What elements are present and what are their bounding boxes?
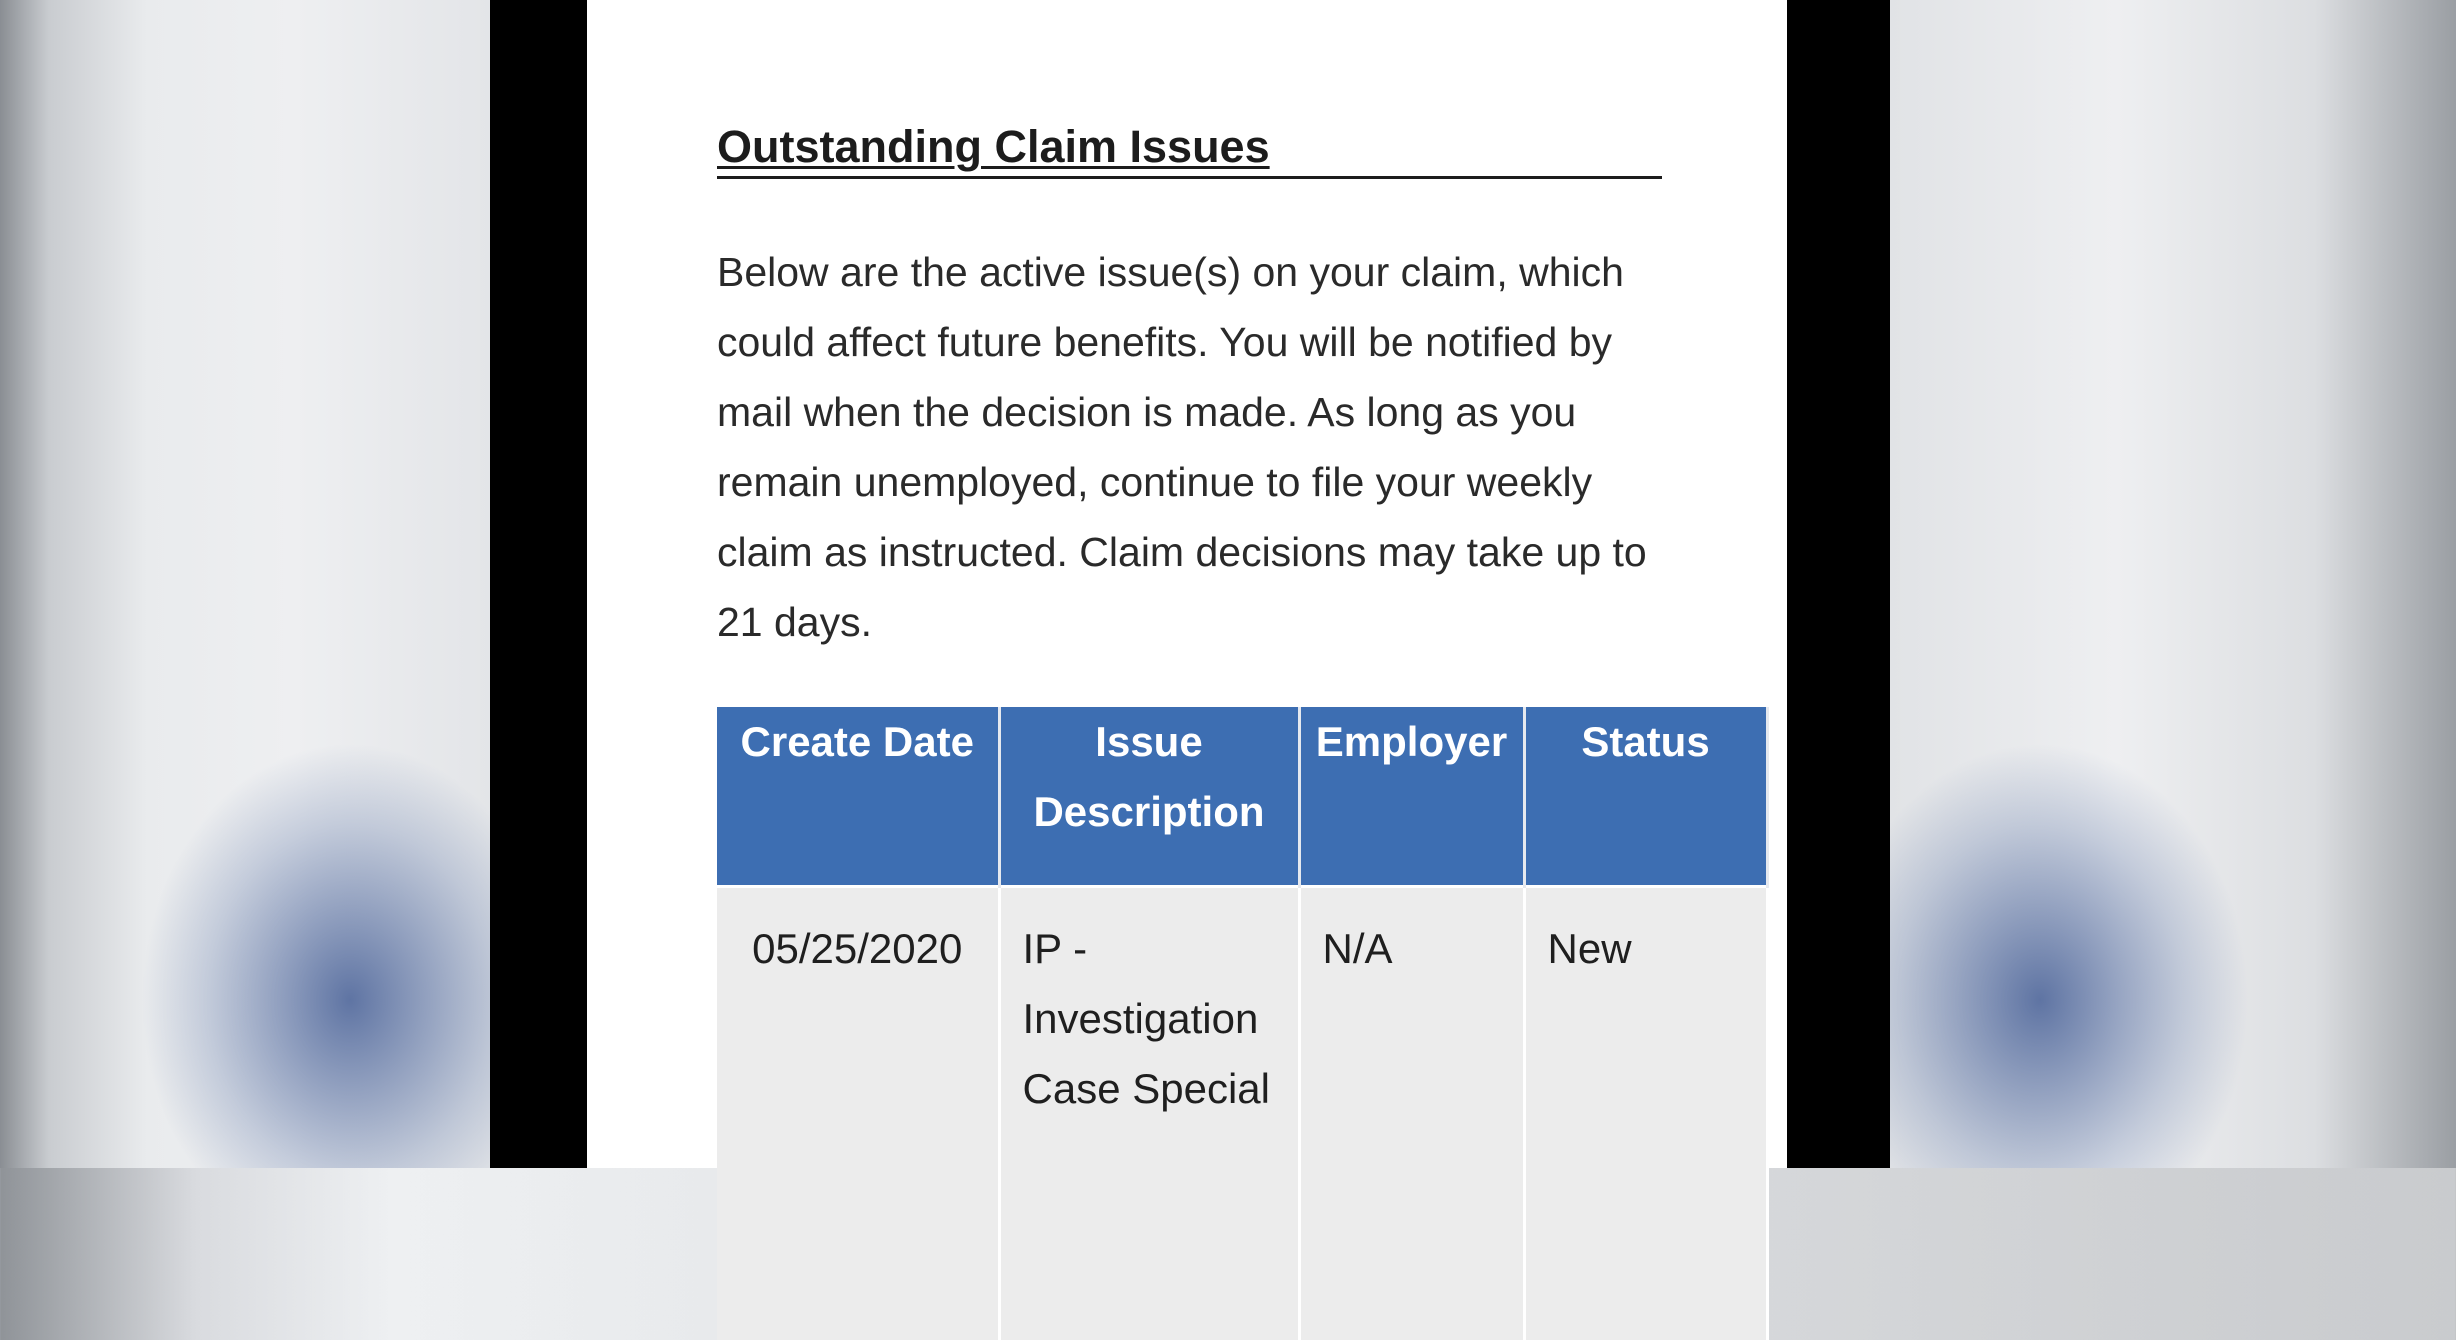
table-row (717, 887, 1767, 1340)
cell-create-date: 05/25/2020 (717, 887, 999, 1340)
claim-issues-section (717, 122, 1662, 657)
background-left (0, 0, 490, 1168)
issues-table (717, 707, 1769, 1340)
column-header-create-date[interactable]: Create Date (717, 707, 999, 887)
column-header-status[interactable]: Status (1524, 707, 1767, 887)
issues-table-container[interactable] (717, 707, 1662, 1340)
table-header-row (717, 707, 1767, 887)
intro-text: Below are the active issue(s) on your claim, which could affect future benefits. You will be notified by mail when the decision is made. As long as you remain unemployed, continue to file your weekly claim as instructed. Claim decisions may take up to 21 days. (717, 237, 1662, 657)
phone-frame (490, 0, 1890, 1168)
section-title: Outstanding Claim Issues (717, 122, 1662, 179)
background-right (1890, 0, 2456, 1168)
page-screen (587, 0, 1787, 1168)
cell-status: New (1524, 887, 1767, 1340)
column-header-employer[interactable]: Employer (1299, 707, 1524, 887)
cell-issue-description: IP - Investigation Case Special (999, 887, 1299, 1340)
cell-employer: N/A (1299, 887, 1524, 1340)
column-header-issue-description[interactable]: Issue Description (999, 707, 1299, 887)
